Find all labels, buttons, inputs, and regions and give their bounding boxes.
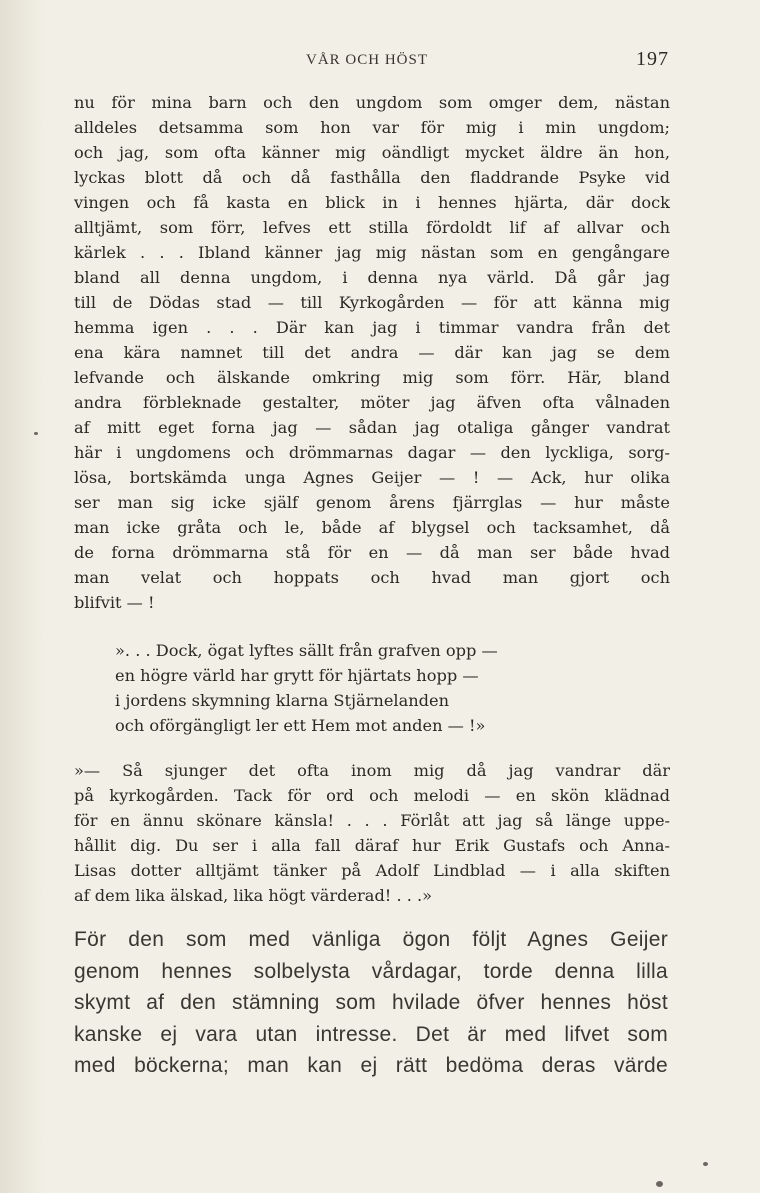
text-line: alldeles detsamma som hon var för mig i min ungdom; [74, 118, 670, 137]
ink-speck [703, 1162, 708, 1166]
text-line: man velat och hoppats och hvad man gjort och [74, 568, 670, 587]
paragraph-2 [74, 758, 670, 908]
text-line: nu för mina barn och den ungdom som omger dem, nästan [74, 93, 670, 112]
verse-line: i jordens skymning klarna Stjärnelanden [115, 691, 450, 710]
text-line: Lisas dotter alltjämt tänker på Adolf Lindblad — i alla skiften [74, 861, 670, 880]
running-head [0, 48, 760, 74]
text-line: hållit dig. Du ser i alla fall däraf hur Erik Gustafs och Anna- [74, 836, 670, 855]
text-line: För den som med vänliga ögon följt Agnes Geijer [74, 928, 668, 951]
paragraph-3 [74, 924, 668, 1082]
text-line: kärlek . . . Ibland känner jag mig nästan som en gengångare [74, 243, 670, 262]
text-line: hemma igen . . . Där kan jag i timmar vandra från det [74, 318, 670, 337]
text-line: lösa, bortskämda unga Agnes Geijer — ! — Ack, hur olika [74, 468, 670, 487]
text-line: ser man sig icke själf genom årens fjärrglas — hur måste [74, 493, 670, 512]
text-line: med böckerna; man kan ej rätt bedöma deras värde [74, 1054, 668, 1077]
text-line: bland all denna ungdom, i denna nya värld. Då går jag [74, 268, 670, 287]
text-line: här i ungdomens och drömmarnas dagar — den lyckliga, sorg- [74, 443, 670, 462]
text-line: och jag, som ofta känner mig oändligt mycket äldre än hon, [74, 143, 670, 162]
running-title: VÅR OCH HÖST [306, 52, 429, 68]
text-line: af mitt eget forna jag — sådan jag otaliga gånger vandrat [74, 418, 670, 437]
ink-speck [656, 1181, 663, 1187]
text-line: af dem lika älskad, lika högt värderad! . . .» [74, 886, 433, 905]
text-line: till de Dödas stad — till Kyrkogården — för att känna mig [74, 293, 670, 312]
page-number: 197 [636, 48, 669, 70]
text-line: lefvande och älskande omkring mig som förr. Här, bland [74, 368, 670, 387]
paragraph-1 [74, 90, 670, 615]
page-gutter-shadow [0, 0, 44, 1193]
text-line: alltjämt, som förr, lefves ett stilla fördoldt lif af allvar och [74, 218, 670, 237]
text-line: vingen och få kasta en blick in i hennes hjärta, där dock [74, 193, 670, 212]
poem-stanza [115, 638, 595, 738]
verse-line: och oförgängligt ler ett Hem mot anden — !» [115, 716, 486, 735]
text-line: ena kära namnet till det andra — där kan jag se dem [74, 343, 670, 362]
verse-line: ». . . Dock, ögat lyftes sällt från grafven opp — [115, 641, 498, 660]
text-line: man icke gråta och le, både af blygsel och tacksamhet, då [74, 518, 670, 537]
ink-speck [34, 432, 38, 435]
text-line: andra förbleknade gestalter, möter jag äfven ofta vålnaden [74, 393, 670, 412]
verse-line: en högre värld har grytt för hjärtats hopp — [115, 666, 479, 685]
text-line: »— Så sjunger det ofta inom mig då jag vandrar där [74, 761, 670, 780]
text-line: genom hennes solbelysta vårdagar, torde denna lilla [74, 959, 668, 983]
text-line: blifvit — ! [74, 593, 155, 612]
text-line: de forna drömmarna stå för en — då man ser både hvad [74, 543, 670, 562]
text-line: lyckas blott då och då fasthålla den fladdrande Psyke vid [74, 168, 670, 187]
text-line: kanske ej vara utan intresse. Det är med lifvet som [74, 1022, 668, 1046]
text-line: för en ännu skönare känsla! . . . Förlåt att jag så länge uppe- [74, 811, 670, 830]
text-line: på kyrkogården. Tack för ord och melodi — en skön klädnad [74, 786, 670, 805]
text-line: skymt af den stämning som hvilade öfver hennes höst [74, 991, 668, 1014]
